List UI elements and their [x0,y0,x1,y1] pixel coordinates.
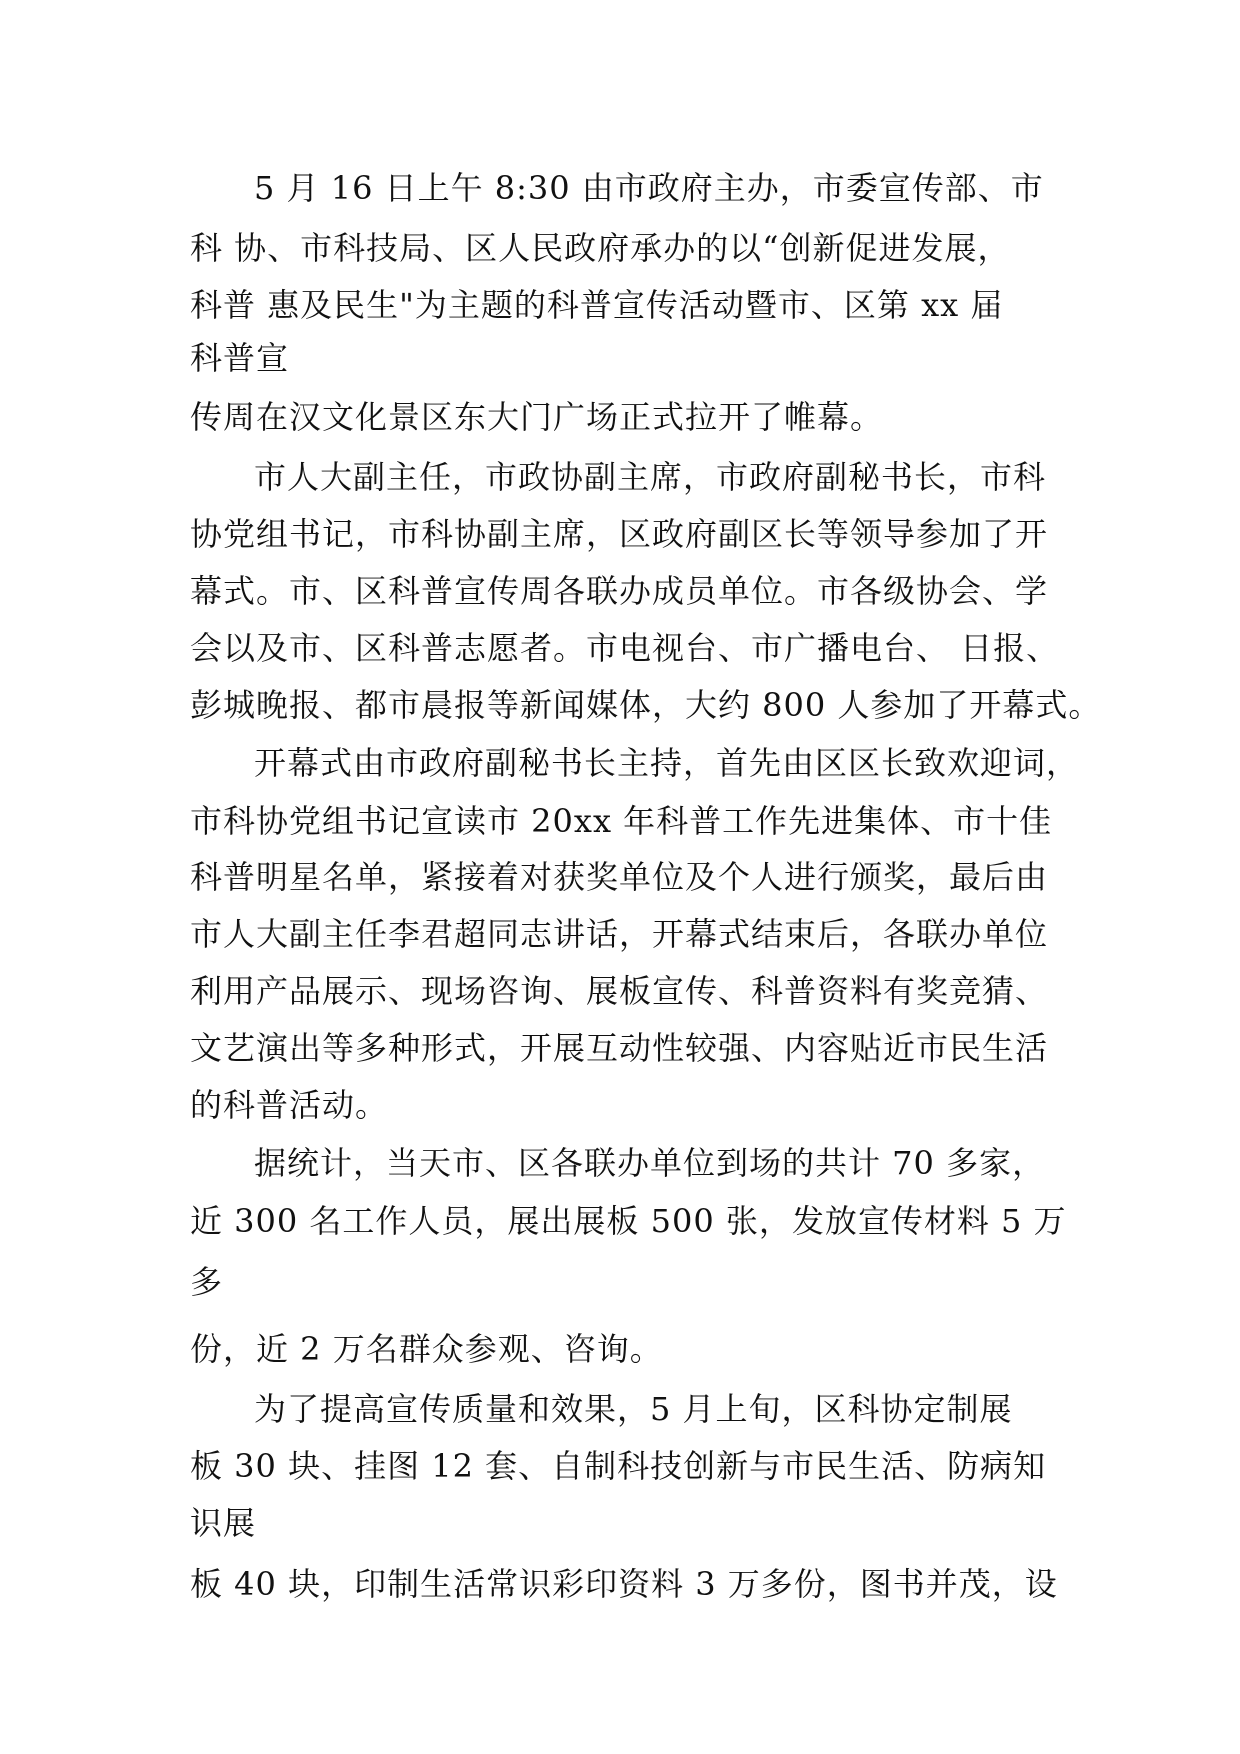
text-line: 多 [190,1263,224,1301]
text-line: 科 协、市科技局、区人民政府承办的以“创新促进发展， [190,229,1011,267]
text-line: 市人大副主任，市政协副主席，市政府副秘书长，市科 [254,458,1047,496]
text-line: 板 30 块、挂图 12 套、自制科技创新与市民生活、防病知 [190,1447,1047,1485]
text-line: 开幕式由市政府副秘书长主持，首先由区区长致欢迎词， [254,744,1080,782]
text-line: 据统计，当天市、区各联办单位到场的共计 70 多家， [254,1144,1046,1182]
text-line: 的科普活动。 [190,1086,389,1124]
text-line: 彭城晚报、都市晨报等新闻媒体，大约 800 人参加了开幕式。 [190,686,1102,724]
text-line: 市科协党组书记宣读市 20xx 年科普工作先进集体、市十佳 [190,802,1053,840]
text-line: 为了提高宣传质量和效果，5 月上旬，区科协定制展 [254,1390,1013,1428]
text-line: 协党组书记，市科协副主席，区政府副区长等领导参加了开 [190,515,1049,553]
text-line: 近 300 名工作人员，展出展板 500 张，发放宣传材料 5 万 [190,1202,1067,1240]
text-line: 传周在汉文化景区东大门广场正式拉开了帷幕。 [190,398,884,436]
text-line: 科普明星名单，紧接着对获奖单位及个人进行颁奖，最后由 [190,858,1049,896]
text-line: 识展 [190,1504,257,1542]
text-line: 份，近 2 万名群众参观、咨询。 [190,1330,663,1368]
text-line: 科普 惠及民生"为主题的科普宣传活动暨市、区第 xx 届 [190,286,1004,324]
text-line: 科普宣 [190,339,290,377]
text-line: 文艺演出等多种形式，开展互动性较强、内容贴近市民生活 [190,1029,1049,1067]
text-line: 会以及市、区科普志愿者。市电视台、市广播电台、 日报、 [190,629,1060,667]
text-line: 5 月 16 日上午 8:30 由市政府主办，市委宣传部、市 [254,169,1044,207]
text-line: 板 40 块，印制生活常识彩印资料 3 万多份，图书并茂，设 [190,1565,1058,1603]
text-line: 利用产品展示、现场咨询、展板宣传、科普资料有奖竞猜、 [190,972,1049,1010]
text-line: 幕式。市、区科普宣传周各联办成员单位。市各级协会、学 [190,572,1049,610]
text-line: 市人大副主任李君超同志讲话，开幕式结束后，各联办单位 [190,915,1049,953]
